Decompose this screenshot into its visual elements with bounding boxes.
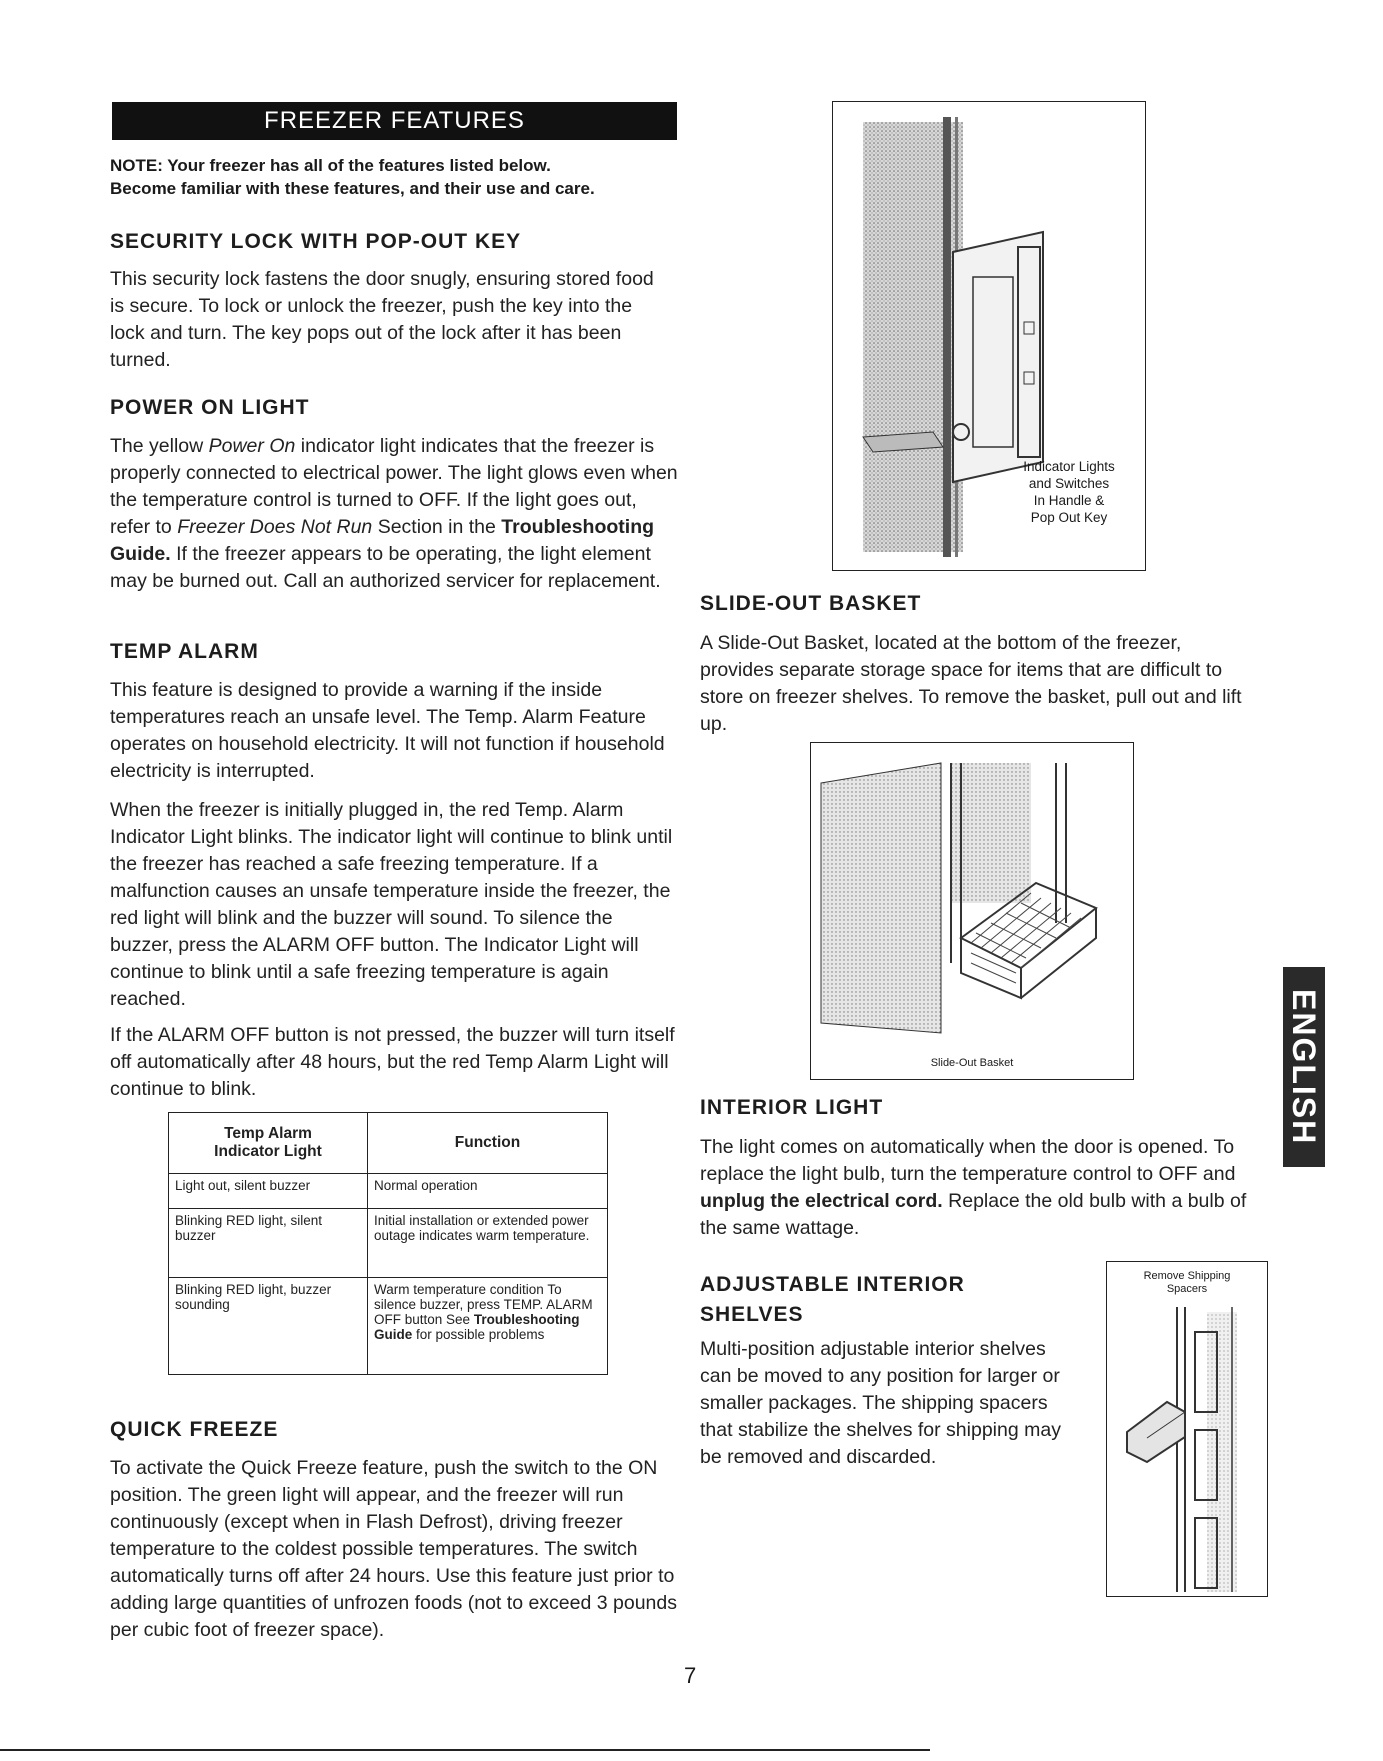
handle-caption-line-1: Indicator Lights: [1023, 459, 1115, 474]
handle-caption: [1009, 458, 1129, 526]
quick-freeze-body: To activate the Quick Freeze feature, push the switch to the ON position. The green light will appear, and the freezer will run continuously (except when in Flash Defrost), driving freezer temperature to the coldest possible temperatures. The switch automatically turns off after 24 hours. Use this feature just prior to adding large quantities of unfrozen foods (not to exceed 3 pounds per cubic foot of freezer space).: [110, 1457, 677, 1641]
handle-figure: [832, 101, 1146, 571]
interior-bold-1: unplug the electrical cord.: [700, 1190, 943, 1212]
handle-caption-line-2: and Switches: [1028, 476, 1110, 491]
quick-freeze-heading: QUICK FREEZE: [110, 1418, 279, 1441]
page-number: 7: [684, 1663, 697, 1688]
header-light-line-1: Temp Alarm: [224, 1125, 312, 1142]
power-bold-1: Troubleshooting Guide.: [110, 516, 655, 565]
security-lock-heading: SECURITY LOCK WITH POP-OUT KEY: [110, 230, 522, 253]
power-italic-2: Freezer Does Not Run: [177, 516, 373, 538]
power-on-light-heading: POWER ON LIGHT: [110, 396, 310, 419]
security-lock-body: This security lock fastens the door snugly, ensuring stored food is secure. To lock or unlock the freezer, push the key into the lock and turn. The key pops out of the lock after it has been turned.: [110, 268, 654, 371]
table-cell-function: [368, 1278, 608, 1375]
table-header-function: Function: [368, 1113, 608, 1174]
power-on-light-body: [110, 433, 680, 595]
note-line-1: NOTE: Your freezer has all of the features listed below.: [110, 156, 551, 175]
table-header-row: [169, 1113, 608, 1174]
shelves-body: Multi-position adjustable interior shelves can be moved to any position for larger or smaller packages. The shipping spacers that stabilize the shelves for shipping may be removed and discarded.: [700, 1338, 1061, 1468]
banner-title: FREEZER FEATURES: [264, 107, 525, 134]
handle-caption-line-4: Pop Out Key: [1030, 510, 1108, 525]
power-text-3: Section in the: [372, 516, 502, 538]
basket-figure: [810, 742, 1134, 1080]
shelves-figure: [1106, 1261, 1268, 1597]
table-cell-light: Light out, silent buzzer: [169, 1174, 368, 1209]
slide-out-heading: SLIDE-OUT BASKET: [700, 592, 922, 615]
function-text-bold: Troubleshooting Guide: [374, 1312, 580, 1342]
slide-out-body: A Slide-Out Basket, located at the bottom of the freezer, provides separate storage space for items that are difficult to store on freezer shelves. To remove the basket, pull out and lift up.: [700, 632, 1242, 735]
table-cell-function: Initial installation or extended power outage indicates warm temperature.: [368, 1209, 608, 1278]
language-tab-english: ENGLISH: [1283, 967, 1325, 1167]
temp-alarm-para-3: If the ALARM OFF button is not pressed, the buzzer will turn itself off automatically after 48 hours, but the red Temp Alarm Light will continue to blink.: [110, 1024, 675, 1100]
note-line-2: Become familiar with these features, and their use and care.: [110, 179, 595, 198]
handle-caption-line-3: In Handle &: [1033, 493, 1105, 508]
power-text-4: If the freezer appears to be operating, the light element may be burned out. Call an authorized servicer for replacement.: [110, 543, 661, 592]
table-cell-light: Blinking RED light, silent buzzer: [169, 1209, 368, 1278]
shelves-caption-line-1: Remove Shipping: [1143, 1270, 1231, 1282]
table-row: [169, 1174, 608, 1209]
shelves-caption-line-2: Spacers: [1166, 1283, 1208, 1295]
section-banner: [112, 102, 677, 140]
table-cell-light: Blinking RED light, buzzer sounding: [169, 1278, 368, 1375]
shelves-caption: [1107, 1270, 1267, 1296]
shelves-heading-line-2: SHELVES: [700, 1303, 804, 1326]
power-text-1: The yellow: [110, 435, 209, 457]
shelves-heading-line-1: ADJUSTABLE INTERIOR: [700, 1273, 965, 1296]
temp-alarm-para-1: This feature is designed to provide a warning if the inside temperatures reach an unsafe level. The Temp. Alarm Feature operates on household electricity. It will not function if household electricity is interrupted.: [110, 679, 665, 782]
shipping-spacers-illustration: [1107, 1262, 1267, 1596]
interior-text-1: The light comes on automatically when the door is opened. To replace the light bulb, turn the temperature control to OFF and: [700, 1136, 1236, 1185]
temp-alarm-heading: TEMP ALARM: [110, 640, 259, 663]
basket-caption: Slide-Out Basket: [930, 1057, 1014, 1069]
temp-alarm-table: [168, 1112, 608, 1375]
interior-light-heading: INTERIOR LIGHT: [700, 1096, 884, 1119]
table-row: [169, 1209, 608, 1278]
bottom-rule: [0, 1749, 930, 1751]
function-text-post: for possible problems: [412, 1327, 545, 1342]
table-row: [169, 1278, 608, 1375]
interior-light-body: [700, 1134, 1270, 1242]
basket-illustration: [811, 743, 1133, 1043]
header-light-line-2: Indicator Light: [214, 1143, 322, 1160]
interior-text-2: Replace the old bulb with a bulb of the same wattage.: [700, 1190, 1247, 1239]
power-text-2: indicator light indicates that the freezer is properly connected to electrical power. The light glows even when the temperature control is turned to OFF. If the light goes out, refer to: [110, 435, 678, 538]
table-header-light: [169, 1113, 368, 1174]
power-italic-1: Power On: [208, 435, 296, 457]
temp-alarm-para-2: When the freezer is initially plugged in, the red Temp. Alarm Indicator Light blinks. The indicator light will continue to blink until the freezer has reached a safe freezing temperature. If a malfunction causes an unsafe temperature inside the freezer, the red light will blink and the buzzer will sound. To silence the buzzer, press the ALARM OFF button. The Indicator Light will continue to blink until a safe freezing temperature is again reached.: [110, 799, 673, 1010]
function-text-pre: Warm temperature condition To silence buzzer, press TEMP. ALARM OFF button See: [374, 1282, 593, 1327]
table-cell-function: Normal operation: [368, 1174, 608, 1209]
shelves-heading: [700, 1270, 965, 1330]
note: [110, 154, 690, 200]
